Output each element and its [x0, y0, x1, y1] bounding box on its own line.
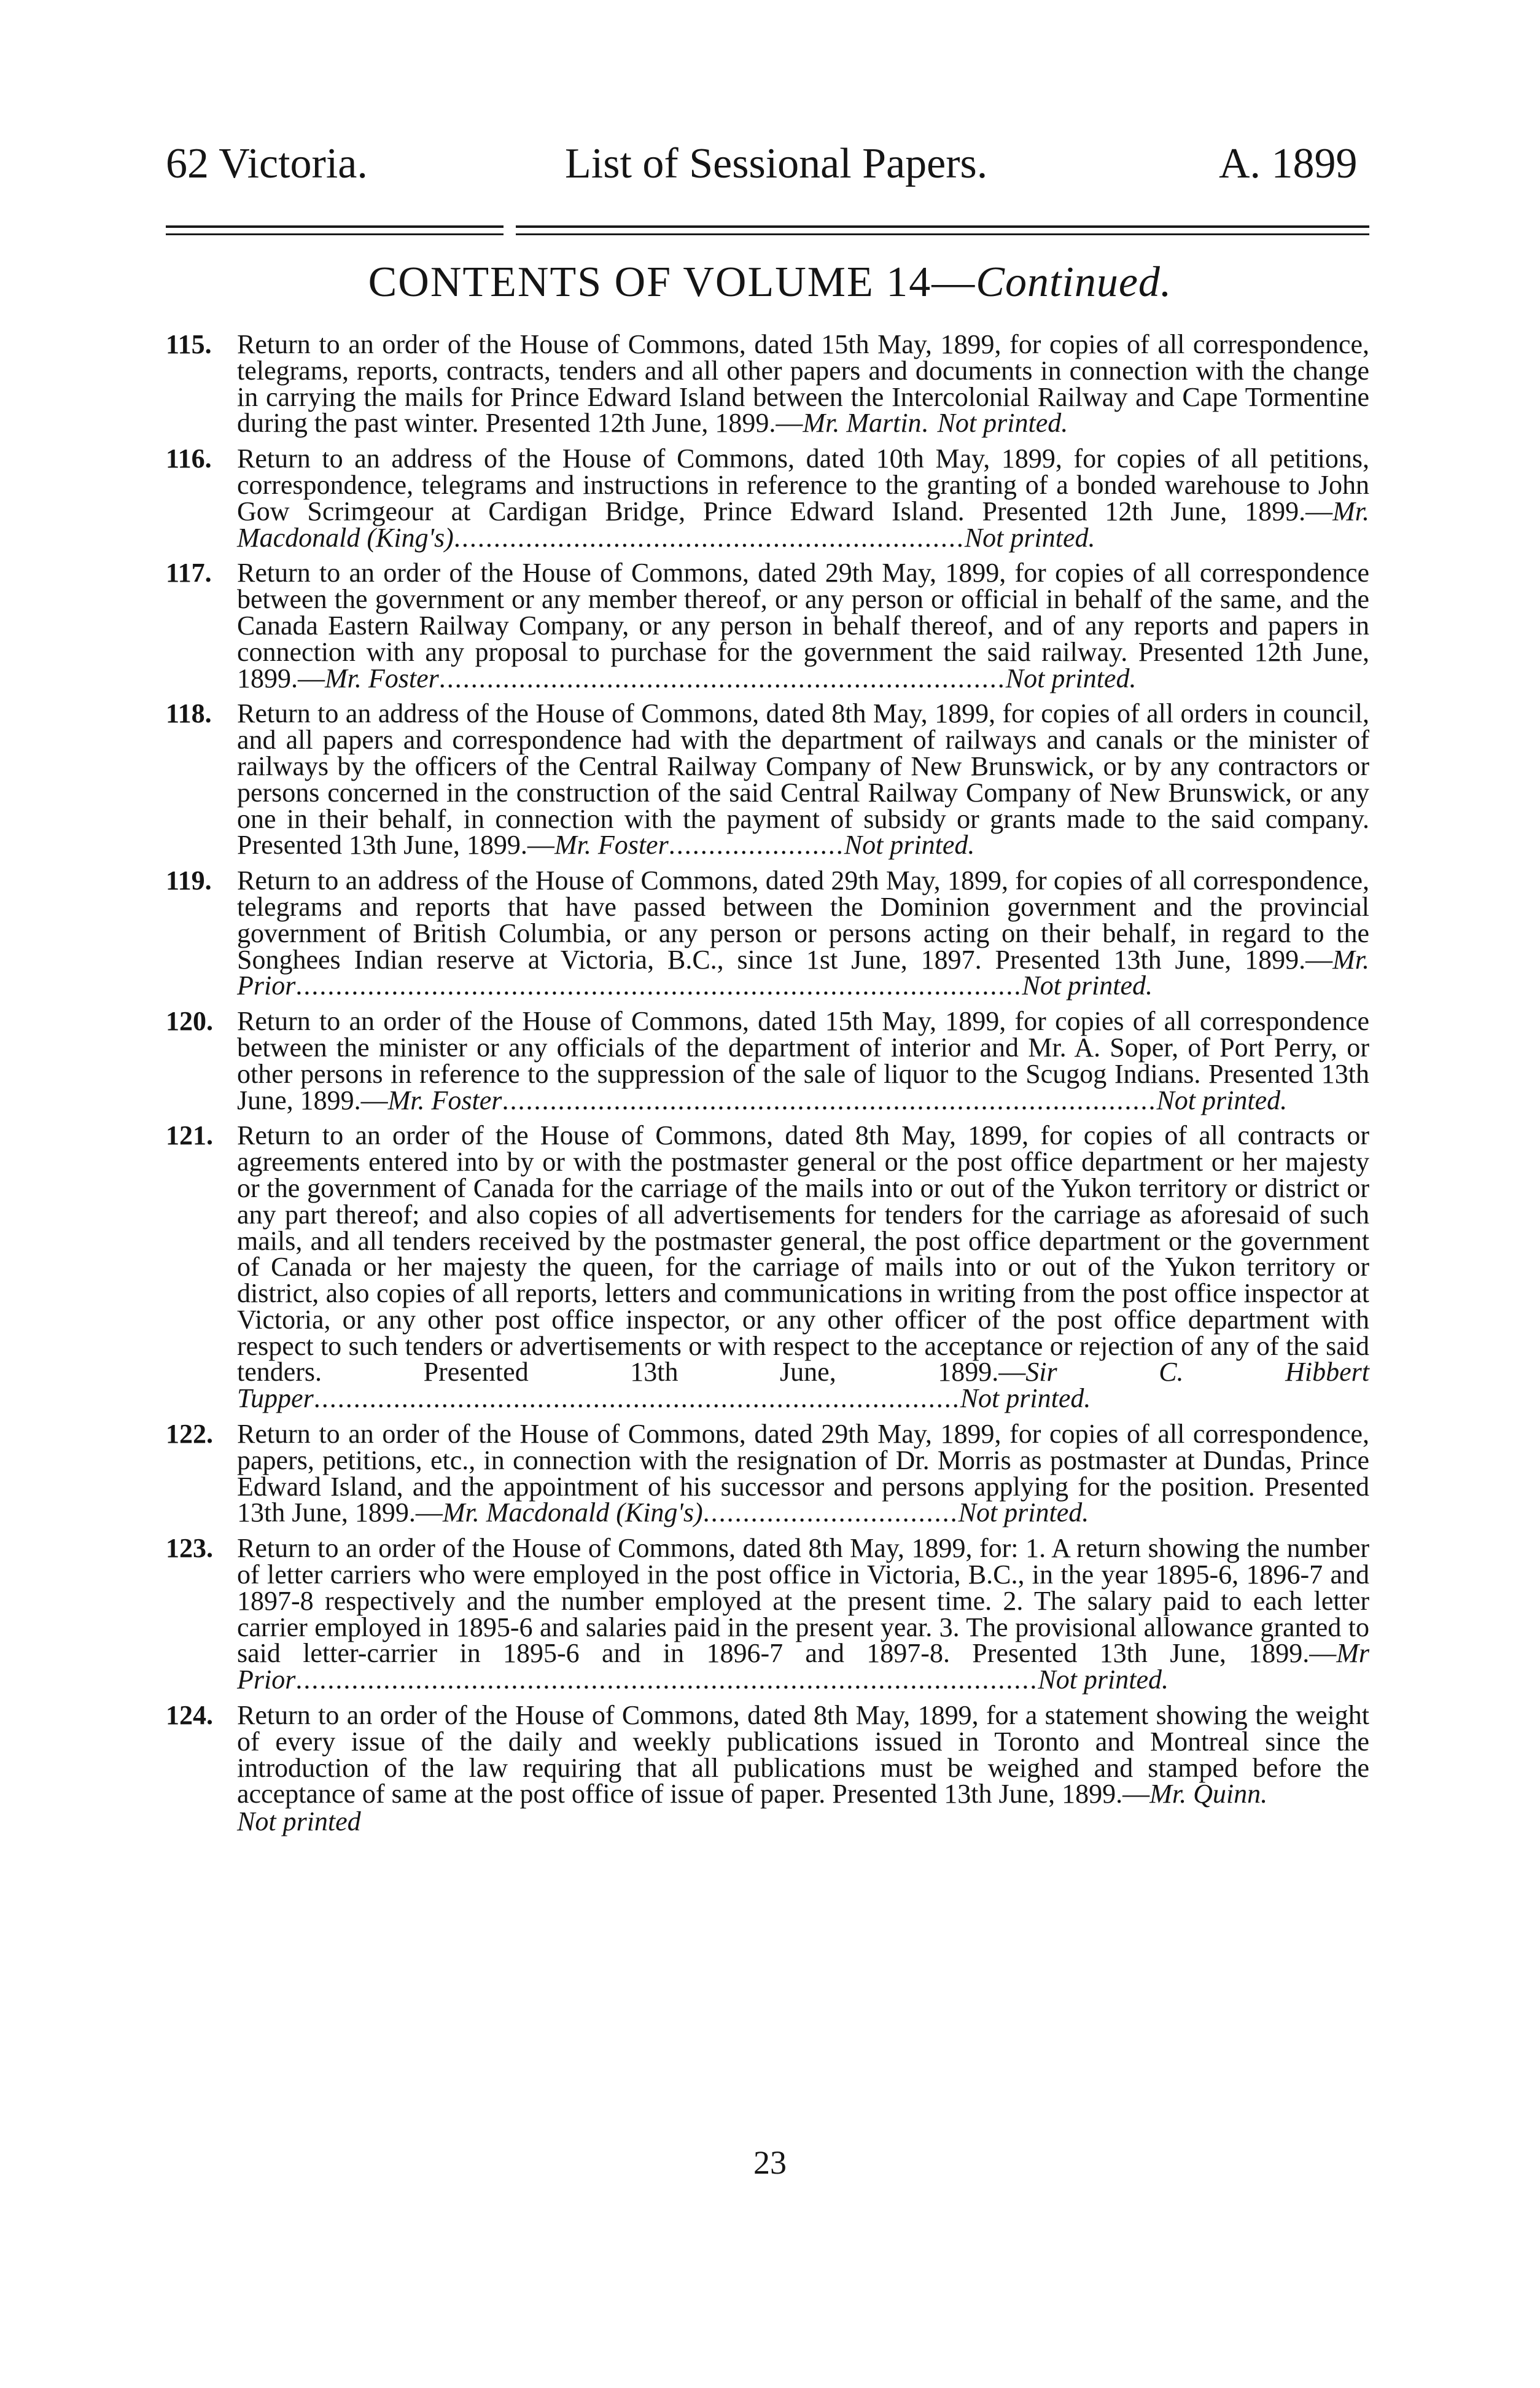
entry-text: Return to an order of the House of Commons, dated 15th May, 1899, for copies of all correspondence, telegrams, reports, contracts, tenders and all other papers and documents in connection with the change in carrying the mails for Prince Edward Island between the Intercolonial Railway and Cape Tormentine during the past winter. Presented 12th June, 1899.—	[237, 329, 1369, 439]
list-item	[166, 443, 1369, 553]
entry-number: 115.	[166, 329, 212, 359]
list-item	[166, 698, 1369, 860]
entry-body	[237, 698, 1369, 860]
year-label: A. 1899	[1219, 140, 1358, 187]
entry-member: Sir C. Hibbert Tupper	[237, 1357, 1369, 1414]
entry-text: Return to an order of the House of Commons, dated 29th May, 1899, for copies of all correspondence between the government or any member thereof, or any person or official in behalf of the same, and the Canada Eastern Railway Company, or any person in behalf thereof, and of any reports and papers in connection with any proposal to purchase for the government the said railway. Presented 12th June, 1899.—	[237, 558, 1369, 693]
entry-member: Mr. Quinn.	[1149, 1779, 1268, 1809]
entry-status: Not printed.	[958, 1497, 1089, 1528]
entry-body	[237, 1535, 1369, 1693]
entry-number: 122.	[166, 1419, 213, 1450]
dot-leader: .......................................................................	[438, 663, 1006, 693]
entry-text: Return to an order of the House of Commons, dated 8th May, 1899, for: 1. A return showing the number of letter carriers who were employed in the post office in Victoria, B.C., in the year 1895-6, 1896-7 and 1897-8 respectively and the number employed at the present time. 2. The salary paid to each letter carrier employed in 1895-6 and salaries paid in the present year. 3. The provisional allowance granted to said letter-carrier in 1895-6 and in 1896-7 and 1897-8. Presented 13th June, 1899.—	[237, 1533, 1369, 1669]
entry-body	[237, 865, 1369, 1001]
entry-status: Not printed.	[937, 408, 1068, 439]
entry-member: Mr. Macdonald (King's)	[237, 496, 1369, 553]
entry-member: Mr. Macdonald (King's)	[442, 1497, 703, 1528]
entry-status: Not printed.	[1038, 1664, 1169, 1695]
list-item	[166, 560, 1369, 692]
running-title: List of Sessional Papers.	[565, 140, 988, 187]
header-rule-right-bottom	[516, 233, 1369, 235]
entry-number: 118.	[166, 698, 212, 729]
entry-status: Not printed.	[964, 522, 1095, 553]
running-header	[0, 142, 1540, 204]
dot-leader: ................................	[702, 1497, 959, 1528]
dot-leader: .	[921, 408, 938, 439]
entry-text: Return to an order of the House of Commons, dated 29th May, 1899, for copies of all correspondence, papers, petitions, etc., in connection with the resignation of Dr. Morris as postmaster at Dundas, Prince Edward Island, and the appointment of his successor and persons applying for the position. Presented 13th June, 1899.—	[237, 1419, 1369, 1528]
entry-status: Not printed.	[1005, 663, 1137, 693]
entry-body	[237, 329, 1369, 439]
header-rule-left-bottom	[166, 233, 504, 235]
entry-number: 117.	[166, 558, 212, 588]
entry-text: Return to an order of the House of Commons, dated 8th May, 1899, for a statement showing the weight of every issue of the daily and weekly publications issued in Toronto and Montreal since the introduction of the law requiring that all publications must be weighed and stamped before the acceptance of same at the post office of issue of paper. Presented 13th June, 1899.—	[237, 1700, 1369, 1809]
entry-number: 124.	[166, 1700, 213, 1731]
dot-leader: .................................................................................	[313, 1383, 960, 1414]
entry-text: Return to an address of the House of Commons, dated 29th May, 1899, for copies of all correspondence, telegrams and reports that have passed between the Dominion government and the provincial government of British Columbia, or any person or persons acting on their behalf, in regard to the Songhees Indian reserve at Victoria, B.C., since 1st June, 1897. Presented 13th June, 1899.—	[237, 865, 1369, 975]
session-label: 62 Victoria.	[166, 140, 368, 187]
list-item	[166, 865, 1369, 1001]
list-item	[166, 1006, 1369, 1115]
dot-leader: ...........................................................................................	[295, 970, 1022, 1001]
entry-body	[237, 1421, 1369, 1526]
entry-status: Not printed.	[844, 830, 975, 860]
header-rule-right-top	[516, 225, 1369, 228]
entry-status: Not printed	[237, 1806, 361, 1837]
entry-member: Mr. Foster	[325, 663, 439, 693]
entry-number: 116.	[166, 443, 212, 474]
dot-leader: ................................................................	[453, 522, 965, 553]
contents-title-main: CONTENTS OF VOLUME 14	[368, 259, 932, 306]
entry-number: 121.	[166, 1120, 213, 1151]
entry-number: 120.	[166, 1006, 213, 1037]
list-item	[166, 1421, 1369, 1526]
entry-member: Mr. Martin	[803, 408, 922, 439]
header-rule-left-top	[166, 225, 504, 228]
entry-text: Return to an order of the House of Commons, dated 15th May, 1899, for copies of all correspondence between the minister or any officials of the department of interior and Mr. A. Soper, of Port Perry, or other persons in reference to the suppression of the sale of liquor to the Scugog Indians. Presented 13th June, 1899.—	[237, 1006, 1369, 1115]
entry-text: Return to an address of the House of Commons, dated 8th May, 1899, for copies of all orders in council, and all papers and correspondence had with the department of railways and canals or the minister of railways by the officers of the Central Railway Company of New Brunswick, or by any contractors or persons concerned in the construction of the said Central Railway Company of New Brunswick, or any one in their behalf, in connection with the payment of subsidy or grants made to the said company. Presented 13th June, 1899.—	[237, 698, 1369, 860]
entry-member: Mr. Foster	[554, 830, 669, 860]
page-number: 23	[753, 2144, 787, 2181]
entry-member: Mr. Foster	[387, 1085, 502, 1115]
entry-text: Return to an address of the House of Commons, dated 10th May, 1899, for copies of all petitions, correspondence, telegrams and instructions in reference to the granting of a bonded warehouse to John Gow Scrimgeour at Cardigan Bridge, Prince Edward Island. Presented 12th June, 1899.—	[237, 443, 1369, 526]
list-item	[166, 329, 1369, 439]
list-item	[166, 1700, 1369, 1837]
entry-number: 119.	[166, 865, 212, 896]
dot-leader: ..................................................................................	[502, 1085, 1157, 1115]
entry-body	[237, 1120, 1369, 1414]
entry-body	[237, 1700, 1369, 1837]
contents-title: CONTENTS OF VOLUME 14—Continued.	[368, 259, 1172, 306]
entry-body	[237, 560, 1369, 692]
list-item	[166, 1535, 1369, 1693]
entry-text: Return to an order of the House of Commons, dated 8th May, 1899, for copies of all contracts or agreements entered into by or with the postmaster general or the post office department or her majesty or the government of Canada for the carriage of the mails into or out of the Yukon territory or district or any part thereof; and also copies of all advertisements for tenders for the carriage as aforesaid of such mails, and all tenders received by the postmaster general, the post office department or the government of Canada or her majesty the queen, for the carriage of mails into or out of the Yukon territory or district, also copies of all reports, letters and communications in writing from the post office inspector at Victoria, or any other post office inspector, or any other officer of the post office department with respect to such tenders or advertisements or with respect to the acceptance or rejection of any of the said tenders. Presented 13th June, 1899.—	[237, 1120, 1369, 1387]
entry-body	[237, 443, 1369, 553]
entry-status: Not printed.	[1156, 1085, 1288, 1115]
entry-member: Mr Prior	[237, 1638, 1369, 1695]
entry-number: 123.	[166, 1533, 213, 1564]
dot-leader: .............................................................................................	[295, 1664, 1038, 1695]
entry-body	[237, 1006, 1369, 1115]
dot-leader: ......................	[668, 830, 844, 860]
entry-status: Not printed.	[1022, 970, 1153, 1001]
contents-title-suffix: Continued.	[976, 259, 1172, 306]
list-item	[166, 1120, 1369, 1414]
entry-status: Not printed.	[960, 1383, 1091, 1414]
entry-member: Mr. Prior	[237, 944, 1369, 1001]
sessional-papers-list	[166, 329, 1369, 1844]
